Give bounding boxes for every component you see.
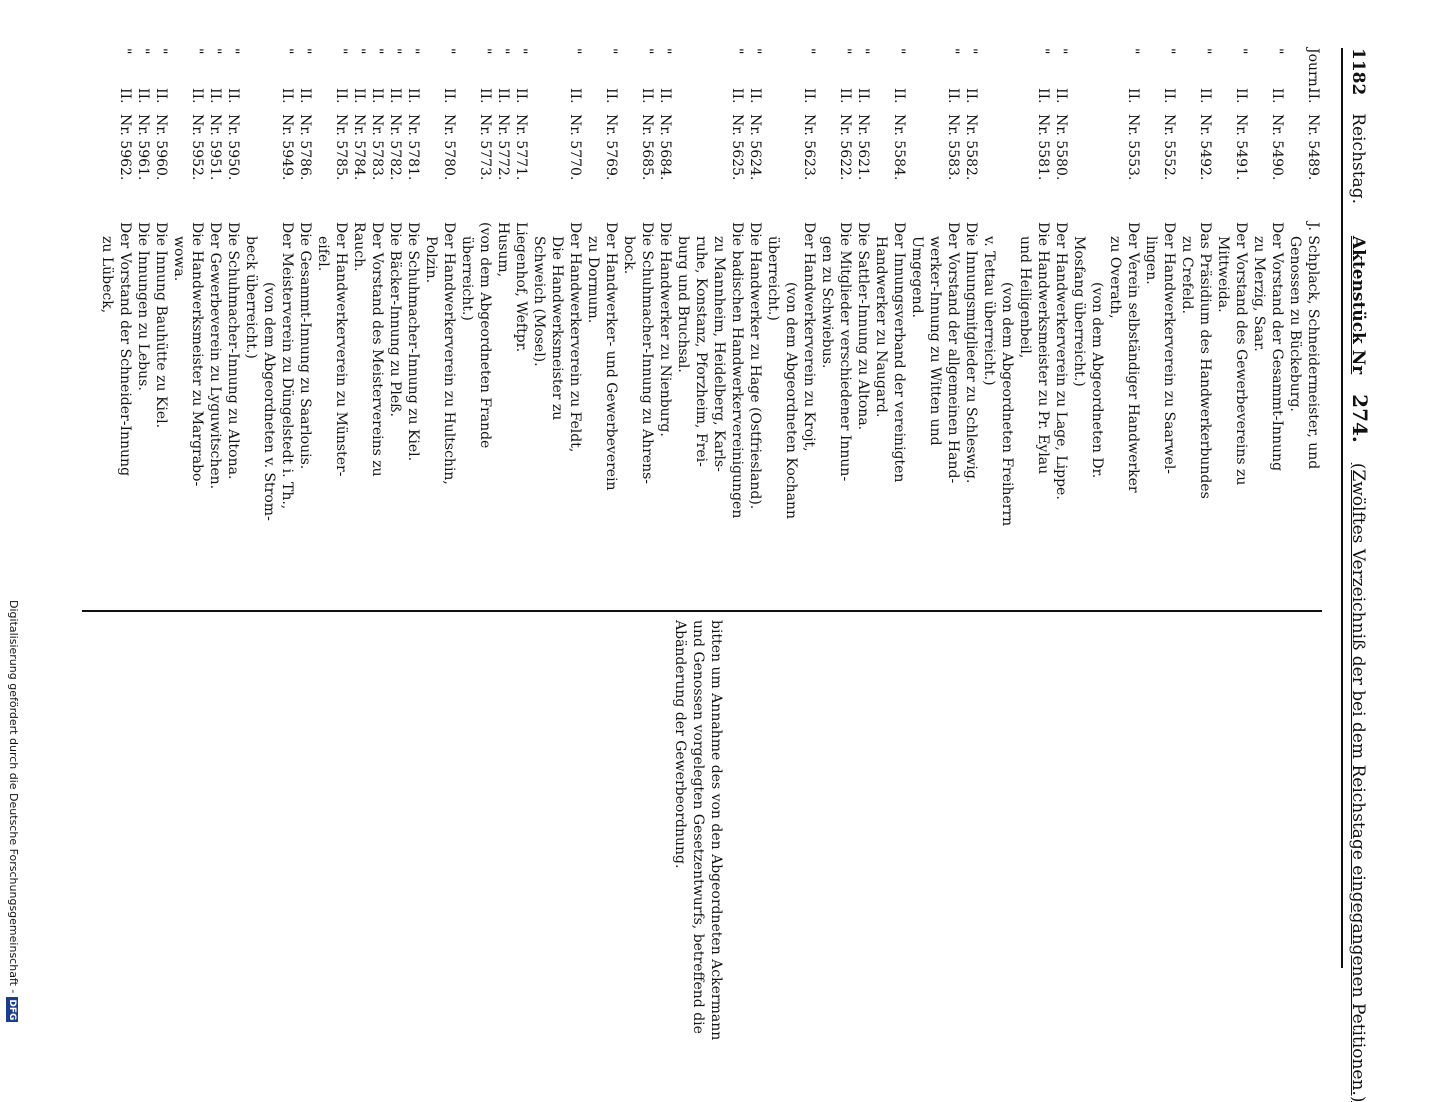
entry-text-line: Der Handwerkerverein zu Feldt, — [567, 222, 583, 453]
entry-text-line: Schweich (Mosel). — [531, 236, 547, 367]
entry-text-line: Der Handwerker- und Gewerbeverein — [603, 222, 619, 491]
entry-class: II. — [279, 88, 295, 104]
entry-text-line: Der Vorstand der allgemeinen Hand- — [945, 222, 961, 484]
entry-number: Nr. 5785. — [333, 114, 349, 181]
entry-text-line: Der Vorstand der Gesammt-Innung — [1269, 222, 1285, 472]
petition-entry — [674, 48, 746, 608]
entry-journal-prefix: " — [855, 48, 871, 55]
entry-class: II. — [855, 88, 871, 104]
entry-text-line: Der Handwerkerverein zu Krojt, — [801, 222, 817, 452]
entry-class: II. — [477, 88, 493, 104]
entry-class: II. — [1125, 88, 1141, 104]
entry-text-line: (von dem Abgeordneten Freiherrn — [999, 282, 1015, 527]
entry-journal-prefix: " — [477, 48, 493, 55]
entry-text — [980, 222, 1052, 608]
entry-text — [206, 222, 224, 608]
entry-class: II. — [117, 88, 133, 104]
entry-text — [314, 222, 350, 608]
entry-text-line: Der Verein selbständiger Handwerker — [1125, 222, 1141, 493]
petition-entry — [1214, 48, 1250, 608]
header-source: Reichstag. — [1348, 113, 1368, 204]
entry-text-line: Die Mitglieder verschiedener Innun- — [837, 222, 853, 482]
entry-journal-prefix: " — [495, 48, 511, 55]
entry-number: Nr. 5782. — [387, 114, 403, 181]
header-subtitle: (Zwölftes Verzeichniß der bei dem Reichstage eingegangenen Petitionen.) — [1348, 462, 1368, 1102]
entry-text-line: überreicht.) — [765, 236, 781, 321]
entry-number: Nr. 5584. — [891, 114, 907, 181]
entry-journal-prefix: " — [135, 48, 151, 55]
entry-text — [368, 222, 386, 608]
petition-entry — [494, 48, 512, 608]
credit-text: Digitalisierung gefördert durch die Deutsche Forschungsgemeinschaft - — [7, 600, 20, 994]
document-page — [80, 0, 1380, 1102]
petition-entry — [872, 48, 908, 608]
entry-journal-prefix: " — [117, 48, 133, 55]
entry-text — [170, 222, 206, 608]
entry-text-line: Der Gewerbeverein zu Lyguwitschen. — [207, 222, 223, 490]
note-line: bitten um Annahme des von den Abgeordneten Ackermann — [708, 620, 724, 1041]
petition-entry — [818, 48, 854, 608]
entry-number: Nr. 5781. — [405, 114, 421, 181]
entry-class: II. — [135, 88, 151, 104]
entry-text — [512, 222, 530, 608]
petition-entry — [404, 48, 422, 608]
entry-text-line: Rauch. — [351, 222, 367, 272]
entry-text-line: Die Sattler-Innung zu Altona. — [855, 222, 871, 431]
petition-request-note — [671, 620, 725, 1041]
entry-journal-prefix: " — [189, 48, 205, 55]
entry-number: Nr. 5949. — [279, 114, 295, 181]
petition-entry — [152, 48, 170, 608]
petition-entry — [296, 48, 314, 608]
entry-text — [422, 222, 458, 608]
petition-entry — [1070, 48, 1142, 608]
entry-text — [224, 222, 242, 608]
entry-text-line: und Heiligenbeil, — [1017, 236, 1033, 359]
entry-journal-prefix: " — [1161, 48, 1177, 55]
entry-class: II. — [1233, 88, 1249, 104]
entry-class: II. — [405, 88, 421, 104]
entry-text-line: Die Innung Bauhütte zu Kiel. — [153, 222, 169, 429]
entry-text-line: gen zu Schwiebus. — [819, 236, 835, 369]
entry-text — [350, 222, 368, 608]
entry-text-line: Die Handwerksmeister zu Margrabo- — [189, 222, 205, 487]
entry-text — [134, 222, 152, 608]
petition-entry — [620, 48, 656, 608]
petition-entry — [980, 48, 1052, 608]
petition-entry — [206, 48, 224, 608]
entry-class: II. — [891, 88, 907, 104]
petition-entry — [1178, 48, 1214, 608]
entry-text-line: Die Schuhmacher-Innung zu Altona. — [225, 222, 241, 480]
petition-entry — [386, 48, 404, 608]
header-rule — [1341, 48, 1343, 968]
entry-text — [908, 222, 962, 608]
entry-journal-prefix: " — [801, 48, 817, 55]
entry-text-line: Genossen zu Bückeburg. — [1287, 236, 1303, 412]
petition-entry — [170, 48, 206, 608]
entry-text — [494, 222, 512, 608]
petition-entry — [1052, 48, 1070, 608]
petition-entry — [368, 48, 386, 608]
entry-text — [296, 222, 314, 608]
entry-class: II. — [1197, 88, 1213, 104]
petition-list — [98, 48, 1322, 608]
entry-text-line: überreicht.) — [459, 236, 475, 321]
petition-entry — [512, 48, 530, 608]
entry-class: II. — [333, 88, 349, 104]
entry-text-line: Die Schuhmacher-Innung zu Kiel. — [405, 222, 421, 462]
entry-text-line: eifel. — [315, 236, 331, 272]
entry-journal-prefix: " — [1035, 48, 1051, 55]
entry-text-line: Der Meisterverein zu Düngelstedt i. Th., — [279, 222, 295, 510]
entry-text-line: Die Schuhmacher-Innung zu Ahrens- — [639, 222, 655, 484]
entry-number: Nr. 5622. — [837, 114, 853, 181]
petition-entry — [422, 48, 458, 608]
entry-class: II. — [207, 88, 223, 104]
entry-text-line: Husum, — [495, 222, 511, 278]
entry-number: Nr. 5624. — [747, 114, 763, 181]
petition-entry — [1250, 48, 1286, 608]
rotated-page — [80, 0, 1380, 1102]
digitization-credit — [0, 600, 20, 1021]
entry-text — [962, 222, 980, 608]
entry-text-line: werker-Innung zu Witten und — [927, 236, 943, 446]
entry-text-line: zu Merzig, Saar. — [1251, 236, 1267, 352]
entry-text-line: Das Präsidium des Handwerkerbundes — [1197, 222, 1213, 499]
entry-text — [764, 222, 818, 608]
header-document-number: 274. — [1348, 394, 1372, 443]
entry-journal-prefix: " — [297, 48, 313, 55]
entry-journal-prefix: " — [1197, 48, 1213, 55]
entry-text-line: ruhe, Konstanz, Pforzheim, Frei- — [693, 236, 709, 467]
entry-number: Nr. 5583. — [945, 114, 961, 181]
entry-journal-prefix: " — [441, 48, 457, 55]
grouping-bracket — [82, 610, 1322, 612]
petition-entry — [458, 48, 494, 608]
petition-entry — [908, 48, 962, 608]
petition-entry — [350, 48, 368, 608]
entry-number: Nr. 5553. — [1125, 114, 1141, 181]
entry-class: II. — [1161, 88, 1177, 104]
entry-journal-prefix: " — [279, 48, 295, 55]
entry-text-line: v. Tettau überreicht.) — [981, 236, 997, 386]
entry-class: II. — [747, 88, 763, 104]
entry-text-line: Mittweida. — [1215, 236, 1231, 313]
entry-text — [1214, 222, 1250, 608]
entry-text — [746, 222, 764, 608]
entry-text-line: Polzin. — [423, 236, 439, 284]
entry-journal-prefix: " — [153, 48, 169, 55]
entry-text-line: Die Handwerksmeister zu — [549, 236, 565, 421]
entry-journal-prefix: " — [747, 48, 763, 55]
entry-text — [1142, 222, 1178, 608]
entry-number: Nr. 5769. — [603, 114, 619, 181]
petition-entry — [746, 48, 764, 608]
entry-text-line: zu Crefeld. — [1179, 236, 1195, 314]
petition-entry — [314, 48, 350, 608]
entry-number: Nr. 5621. — [855, 114, 871, 181]
entry-text — [386, 222, 404, 608]
entry-class: II. — [657, 88, 673, 104]
entry-number: Nr. 5490. — [1269, 114, 1285, 181]
entry-journal-prefix: " — [963, 48, 979, 55]
entry-text — [818, 222, 854, 608]
entry-number: Nr. 5951. — [207, 114, 223, 181]
entry-text-line: burg und Bruchsal. — [675, 236, 691, 373]
entry-journal-prefix: " — [333, 48, 349, 55]
petition-entry — [854, 48, 872, 608]
page-header — [1340, 48, 1372, 1102]
entry-class: II. — [495, 88, 511, 104]
entry-number: Nr. 5685. — [639, 114, 655, 181]
header-title: Aktenstück Nr — [1348, 235, 1368, 375]
entry-text-line: Die Innungsmitglieder zu Schleswig. — [963, 222, 979, 484]
entry-class: II. — [1269, 88, 1285, 104]
entry-number: Nr. 5786. — [297, 114, 313, 181]
entry-journal-prefix: " — [945, 48, 961, 55]
entry-text-line: Umgegend. — [909, 236, 925, 318]
entry-journal-prefix: " — [1125, 48, 1141, 55]
entry-journal-prefix: " — [567, 48, 583, 55]
entry-class: II. — [603, 88, 619, 104]
entry-text-line: J. Schplack, Schneidermeister, und — [1305, 222, 1321, 470]
entry-text — [152, 222, 170, 608]
entry-journal-prefix: " — [405, 48, 421, 55]
entry-journal-prefix: " — [837, 48, 853, 55]
note-line: und Genossen vorgelegten Gesetzentwurfs, betreffend die — [690, 620, 706, 1034]
entry-text-line: Die Bäcker-Innung zu Pleß. — [387, 222, 403, 417]
entry-journal-prefix: " — [513, 48, 529, 55]
entry-text-line: Der Handwerkerverein zu Münster- — [333, 222, 349, 477]
petition-entry — [656, 48, 674, 608]
entry-class: II. — [801, 88, 817, 104]
petition-entry — [584, 48, 620, 608]
entry-number: Nr. 5771. — [513, 114, 529, 181]
entry-class: II. — [297, 88, 313, 104]
entry-number: Nr. 5492. — [1197, 114, 1213, 181]
entry-text-line: (von dem Abgeordneten Kochann — [783, 282, 799, 520]
petition-entry — [962, 48, 980, 608]
entry-text-line: Der Vorstand des Gewerbevereins zu — [1233, 222, 1249, 486]
page-number: 1182 — [1348, 48, 1368, 96]
entry-text — [98, 222, 134, 608]
entry-number: Nr. 5770. — [567, 114, 583, 181]
entry-text-line: Der Handwerkerverein zu Hultschin, — [441, 222, 457, 485]
entry-journal-prefix: " — [639, 48, 655, 55]
entry-text-line: Liegenhof, Weftpr. — [513, 222, 529, 353]
entry-journal-prefix: " — [207, 48, 223, 55]
entry-text-line: zu Overath, — [1107, 236, 1123, 319]
entry-number: Nr. 5580. — [1053, 114, 1069, 181]
entry-text-line: zu Lübeck, — [99, 236, 115, 314]
entry-class: II. — [153, 88, 169, 104]
entry-text-line: Handwerker zu Naugard. — [873, 236, 889, 418]
entry-text — [530, 222, 584, 608]
entry-class: II. — [1053, 88, 1069, 104]
note-line: Abänderung der Gewerbeordnung. — [672, 620, 688, 869]
entry-journal-prefix: " — [369, 48, 385, 55]
entry-number: Nr. 5784. — [351, 114, 367, 181]
entry-text — [458, 222, 494, 608]
entry-class: II. — [369, 88, 385, 104]
entry-text-line: zu Dormum. — [585, 236, 601, 324]
entry-text — [674, 222, 746, 608]
entry-text-line: (von dem Abgeordneten Frande — [477, 222, 493, 449]
entry-number: Nr. 5684. — [657, 114, 673, 181]
entry-journal-prefix: " — [729, 48, 745, 55]
entry-class: II. — [945, 88, 961, 104]
entry-class: II. — [639, 88, 655, 104]
entry-journal-prefix: " — [603, 48, 619, 55]
entry-class: II. — [567, 88, 583, 104]
entry-class: II. — [729, 88, 745, 104]
entry-text — [656, 222, 674, 608]
entry-number: Nr. 5961. — [135, 114, 151, 181]
entry-class: II. — [837, 88, 853, 104]
entry-text-line: Die Handwerker zu Nienburg. — [657, 222, 673, 437]
entry-number: Nr. 5582. — [963, 114, 979, 181]
entry-text — [1178, 222, 1214, 608]
petition-entry — [98, 48, 134, 608]
entry-class: II. — [963, 88, 979, 104]
petition-entry — [134, 48, 152, 608]
entry-class: II. — [1035, 88, 1051, 104]
entry-number: Nr. 5773. — [477, 114, 493, 181]
entry-text-line: Der Innungsverband der vereinigten — [891, 222, 907, 483]
entry-number: Nr. 5623. — [801, 114, 817, 181]
dfg-logo: DFG — [7, 999, 17, 1021]
entry-class: II. — [441, 88, 457, 104]
petition-entry — [530, 48, 584, 608]
entry-text-line: Die Handwerker zu Hage (Ostfriesland). — [747, 222, 763, 510]
entry-text-line: Der Vorstand der Schneider-Innung — [117, 222, 133, 477]
petition-entry — [242, 48, 296, 608]
entry-class: II. — [189, 88, 205, 104]
entry-number: Nr. 5950. — [225, 114, 241, 181]
entry-class: II. — [225, 88, 241, 104]
entry-journal-prefix: " — [351, 48, 367, 55]
entry-text-line: Der Handwerkerverein zu Lage, Lippe. — [1053, 222, 1069, 500]
entry-class: II. — [387, 88, 403, 104]
petition-entry — [1286, 48, 1322, 608]
entry-number: Nr. 5625. — [729, 114, 745, 181]
entry-journal-prefix: " — [1269, 48, 1285, 55]
entry-text-line: (von dem Abgeordneten v. Strom- — [261, 282, 277, 521]
entry-text-line: beck überreicht.) — [243, 236, 259, 359]
entry-text-line: Die Gesammt-Innung zu Saarlouis. — [297, 222, 313, 470]
entry-text-line: Der Handwerkerverein zu Saarwel- — [1161, 222, 1177, 475]
petition-entry — [1142, 48, 1178, 608]
entry-journal-prefix: " — [225, 48, 241, 55]
entry-text — [1070, 222, 1142, 608]
entry-class: II. — [1305, 88, 1321, 104]
entry-text-line: wowa. — [171, 236, 187, 282]
entry-text-line: (von dem Abgeordneten Dr. — [1089, 282, 1105, 479]
entry-text-line: Mosfang überreicht.) — [1071, 236, 1087, 387]
entry-number: Nr. 5772. — [495, 114, 511, 181]
entry-text — [242, 222, 296, 608]
entry-journal-prefix: " — [891, 48, 907, 55]
entry-journal-prefix: " — [1053, 48, 1069, 55]
entry-text-line: Die badischen Handwerkervereinigungen — [729, 222, 745, 519]
entry-text — [1052, 222, 1070, 608]
entry-number: Nr. 5962. — [117, 114, 133, 181]
entry-number: Nr. 5783. — [369, 114, 385, 181]
entry-text — [620, 222, 656, 608]
entry-number: Nr. 5780. — [441, 114, 457, 181]
entry-class: II. — [513, 88, 529, 104]
entry-text — [584, 222, 620, 608]
entry-class: II. — [351, 88, 367, 104]
entry-text — [1250, 222, 1286, 608]
entry-text — [404, 222, 422, 608]
entry-number: Nr. 5552. — [1161, 114, 1177, 181]
entry-journal-prefix: " — [1233, 48, 1249, 55]
entry-text-line: Die Innungen zu Lebus. — [135, 222, 151, 391]
entry-text — [854, 222, 872, 608]
entry-text — [872, 222, 908, 608]
entry-number: Nr. 5952. — [189, 114, 205, 181]
entry-journal-prefix: Journ. — [1305, 48, 1321, 92]
entry-text-line: bock. — [621, 236, 637, 275]
entry-text-line: lingen. — [1143, 236, 1159, 285]
entry-text-line: Die Handwerksmeister zu Pr. Eylau — [1035, 222, 1051, 475]
entry-text-line: Der Vorstand des Meistervereins zu — [369, 222, 385, 477]
entry-number: Nr. 5491. — [1233, 114, 1249, 181]
entry-text — [1286, 222, 1322, 608]
entry-number: Nr. 5581. — [1035, 114, 1051, 181]
entry-journal-prefix: " — [657, 48, 673, 55]
petition-entry — [224, 48, 242, 608]
entry-journal-prefix: " — [387, 48, 403, 55]
entry-number: Nr. 5960. — [153, 114, 169, 181]
entry-number: Nr. 5489. — [1305, 114, 1321, 181]
entry-text-line: zu Mannheim, Heidelberg, Karls- — [711, 236, 727, 472]
petition-entry — [764, 48, 818, 608]
